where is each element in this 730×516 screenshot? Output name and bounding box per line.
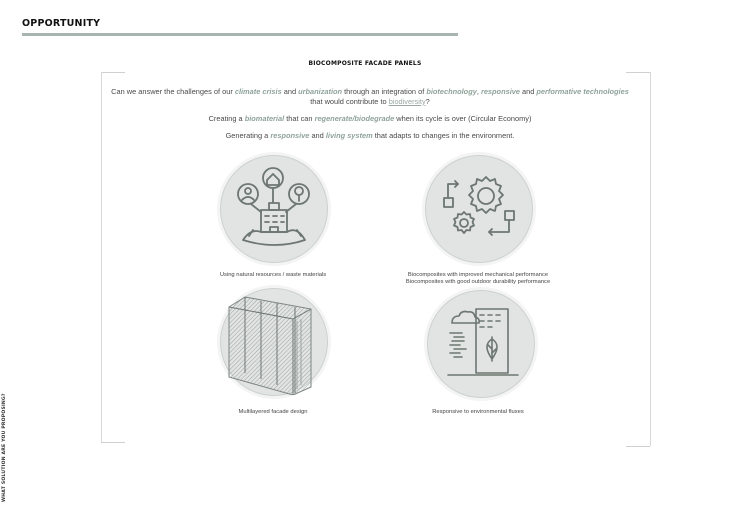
multilayered-facade-badge (220, 288, 328, 396)
statement-text: Generating a (225, 131, 271, 140)
mechanical-performance-badge (425, 155, 533, 263)
frame-left-edge (101, 72, 102, 442)
environment-building-icon (428, 291, 534, 397)
intro-text: that would contribute to (310, 96, 389, 106)
highlight-biomaterial: biomaterial (244, 114, 285, 123)
feature-caption: Multilayered facade design (238, 409, 308, 415)
frame-corner-bottom-right (626, 446, 650, 447)
intro-text: and (281, 87, 299, 96)
intro-text: Can we answer the challenges of our (111, 87, 235, 96)
feature-caption-line: Biocomposites with improved mechanical performance (407, 272, 549, 278)
frame-corner-bottom-left (101, 442, 125, 443)
header-divider (22, 33, 458, 36)
highlight-biotechnology: biotechnology (426, 87, 477, 96)
facade-layers-icon (221, 289, 327, 395)
frame-corner-top-right (626, 72, 650, 73)
statement-text: that adapts to changes in the environment. (372, 131, 515, 140)
gears-cycle-icon (426, 156, 532, 262)
statement-text: that can (284, 114, 315, 123)
panel-title: BIOCOMPOSITE FACADE PANELS (308, 60, 422, 67)
living-system-statement (110, 131, 630, 141)
feature-caption: Responsive to environmental fluxes (432, 409, 524, 415)
intro-text: ? (425, 96, 430, 106)
natural-resources-icon (221, 156, 327, 262)
highlight-responsive: responsive (480, 87, 520, 96)
highlight-performative: performative technologies (536, 87, 629, 96)
intro-question (110, 87, 630, 106)
statement-text: when its cycle is over (Circular Economy) (394, 114, 532, 123)
frame-corner-top-left (101, 72, 125, 73)
highlight-climate-crisis: climate crisis (234, 87, 282, 96)
page-title: OPPORTUNITY (22, 18, 101, 29)
feature-caption-line: Biocomposites with good outdoor durability performance (405, 279, 551, 286)
intro-text: and (519, 87, 537, 96)
highlight-regenerate: regenerate/biodegrade (314, 114, 395, 123)
intro-text: , (476, 87, 481, 96)
intro-text: through an integration of (342, 87, 427, 96)
statement-text: and (309, 131, 326, 140)
feature-caption (358, 272, 598, 287)
highlight-urbanization: urbanization (298, 87, 343, 96)
highlight-responsive-2: responsive (270, 131, 310, 140)
statement-text: Creating a (208, 114, 245, 123)
biodiversity-link[interactable]: biodiversity (388, 96, 426, 106)
feature-caption: Using natural resources / waste materials (219, 272, 327, 278)
environmental-fluxes-badge (427, 290, 535, 398)
side-section-label: WHAT SOLUTION ARE YOU PROPOSING? (2, 393, 7, 502)
highlight-living-system: living system (325, 131, 373, 140)
natural-resources-badge (220, 155, 328, 263)
biomaterial-statement (110, 114, 630, 124)
frame-right-edge (650, 72, 651, 446)
